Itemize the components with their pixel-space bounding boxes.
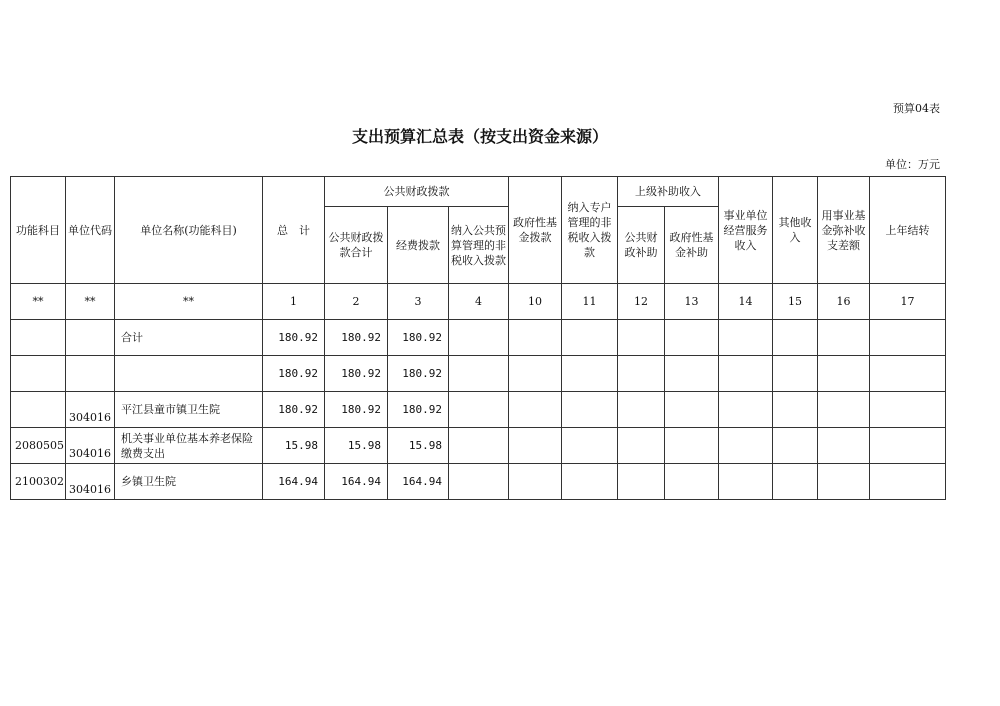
unit-name-cell: [115, 356, 263, 392]
header-gov-fund: 政府性基金拨款: [509, 177, 562, 284]
index-cell: 15: [773, 284, 818, 320]
public-total-cell: 164.94: [325, 464, 388, 500]
header-fund-deficit: 用事业基金弥补收支差额: [818, 177, 870, 284]
total-cell: 164.94: [263, 464, 325, 500]
header-sup-public: 公共财政补助: [618, 207, 665, 284]
header-superior-group: 上级补助收入: [618, 177, 719, 207]
total-cell: 15.98: [263, 428, 325, 464]
index-cell: 10: [509, 284, 562, 320]
func-subject-cell: [11, 320, 66, 356]
header-total: 总 计: [263, 177, 325, 284]
header-unit-name: 单位名称(功能科目): [115, 177, 263, 284]
funds-cell: 180.92: [388, 392, 449, 428]
unit-code-cell: 304016: [66, 428, 115, 464]
unit-name-cell: 平江县童市镇卫生院: [115, 392, 263, 428]
total-cell: 180.92: [263, 392, 325, 428]
func-subject-cell: [11, 392, 66, 428]
table-row: [11, 392, 946, 428]
page-title: 支出预算汇总表（按支出资金来源）: [351, 127, 608, 146]
header-public-total: 公共财政拨款合计: [325, 207, 388, 284]
func-subject-cell: 2100302: [11, 464, 66, 500]
header-func-subject: 功能科目: [11, 177, 66, 284]
table-row: [11, 320, 946, 356]
total-cell: 180.92: [263, 356, 325, 392]
func-subject-cell: [11, 356, 66, 392]
budget-table: [10, 176, 946, 500]
unit-code-cell: 304016: [66, 392, 115, 428]
index-cell: 11: [562, 284, 618, 320]
public-total-cell: 180.92: [325, 392, 388, 428]
unit-name-cell: 机关事业单位基本养老保险缴费支出: [115, 428, 263, 464]
index-cell: 13: [665, 284, 719, 320]
index-cell: **: [66, 284, 115, 320]
unit-label: 单位：万元: [885, 158, 940, 171]
funds-cell: 180.92: [388, 356, 449, 392]
index-cell: 16: [818, 284, 870, 320]
unit-name-cell: 合计: [115, 320, 263, 356]
index-cell: 2: [325, 284, 388, 320]
table-row: [11, 464, 946, 500]
index-cell: 3: [388, 284, 449, 320]
index-cell: **: [11, 284, 66, 320]
index-cell: 17: [870, 284, 946, 320]
table-row: [11, 428, 946, 464]
func-subject-cell: 2080505: [11, 428, 66, 464]
header-row-1: [11, 177, 946, 207]
unit-name-cell: 乡镇卫生院: [115, 464, 263, 500]
unit-code-cell: [66, 356, 115, 392]
header-nontax-special: 纳入专户管理的非税收入拨款: [562, 177, 618, 284]
index-cell: 14: [719, 284, 773, 320]
table-row: [11, 356, 946, 392]
funds-cell: 164.94: [388, 464, 449, 500]
header-sup-gov: 政府性基金补助: [665, 207, 719, 284]
index-cell: **: [115, 284, 263, 320]
unit-code-cell: 304016: [66, 464, 115, 500]
header-nontax-public: 纳入公共预算管理的非税收入拨款: [449, 207, 509, 284]
public-total-cell: 180.92: [325, 356, 388, 392]
total-cell: 180.92: [263, 320, 325, 356]
header-other: 其他收入: [773, 177, 818, 284]
header-business: 事业单位经营服务收入: [719, 177, 773, 284]
header-unit-code: 单位代码: [66, 177, 115, 284]
header-funds: 经费拨款: [388, 207, 449, 284]
form-number: 预算04表: [893, 102, 940, 115]
public-total-cell: 15.98: [325, 428, 388, 464]
header-public-group: 公共财政拨款: [325, 177, 509, 207]
public-total-cell: 180.92: [325, 320, 388, 356]
unit-code-cell: [66, 320, 115, 356]
funds-cell: 180.92: [388, 320, 449, 356]
index-cell: 4: [449, 284, 509, 320]
index-cell: 1: [263, 284, 325, 320]
index-row: [11, 284, 946, 320]
funds-cell: 15.98: [388, 428, 449, 464]
header-carryover: 上年结转: [870, 177, 946, 284]
index-cell: 12: [618, 284, 665, 320]
